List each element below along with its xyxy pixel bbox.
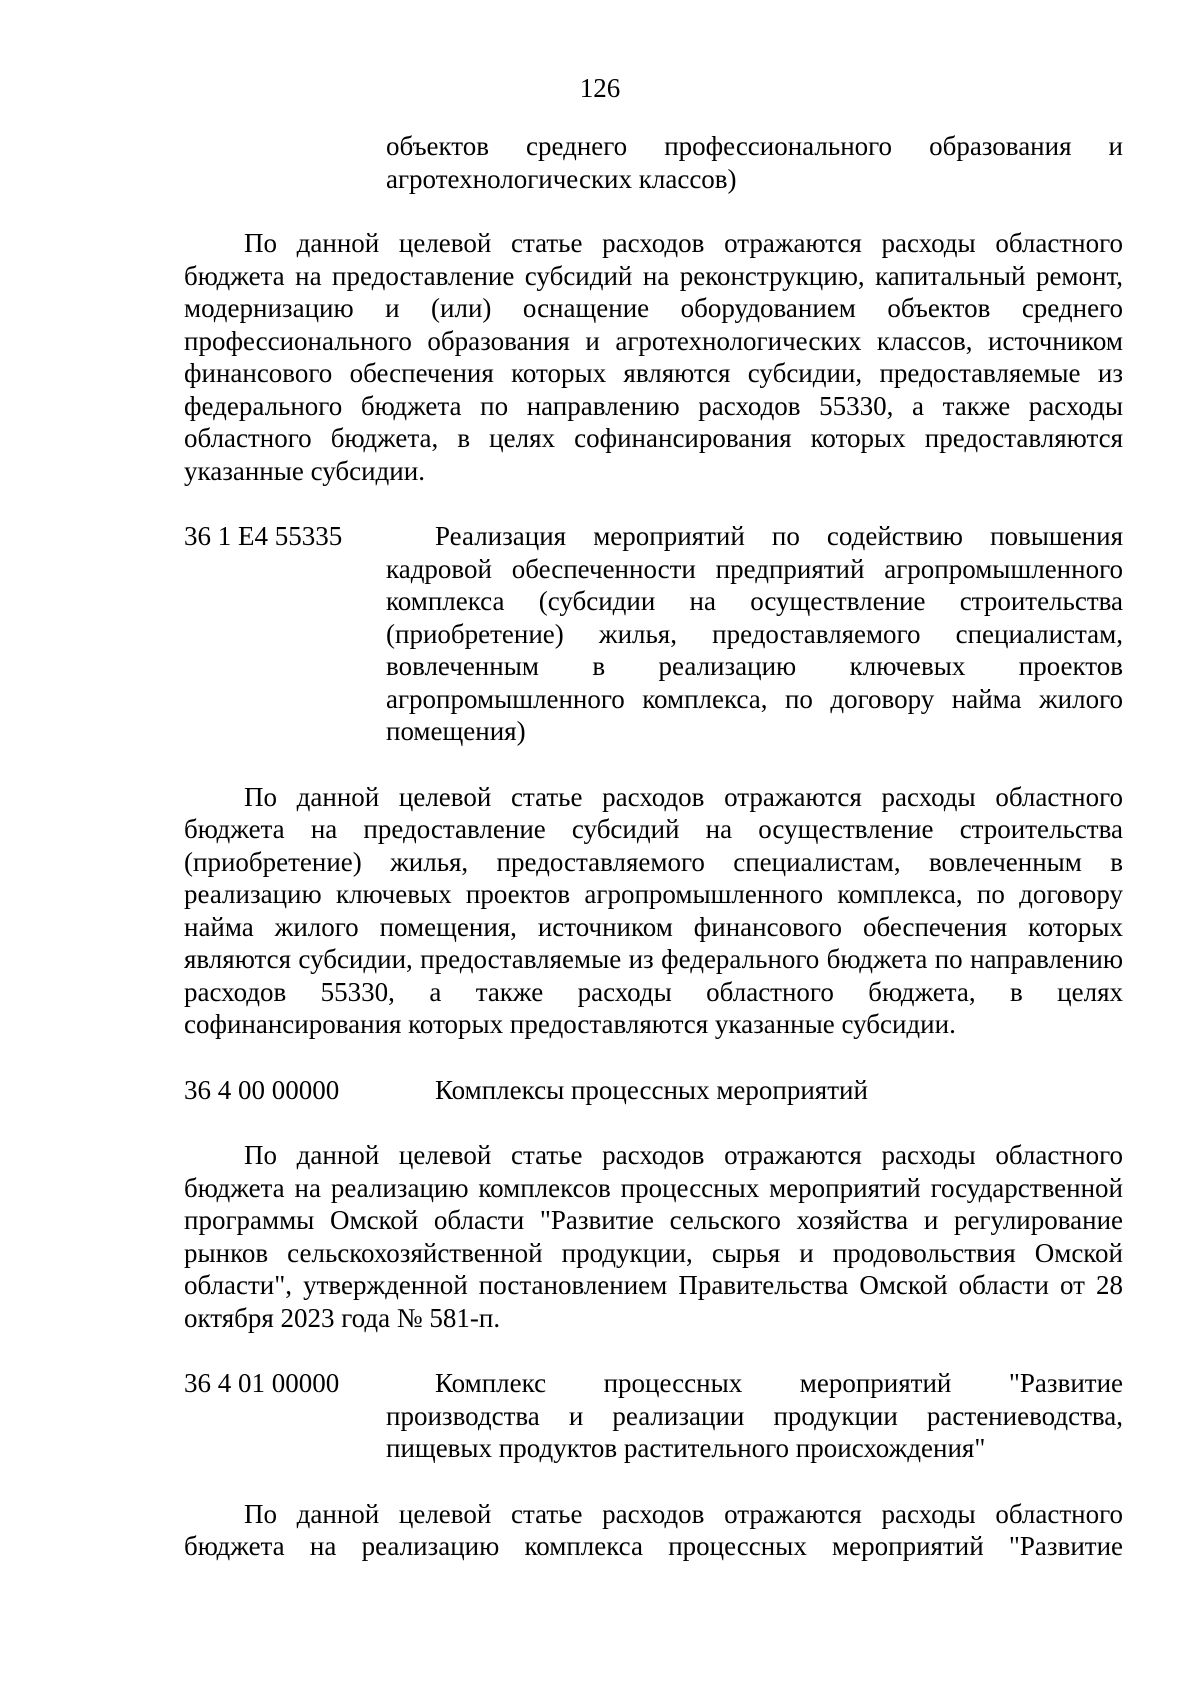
budget-entry-title: Комплексы процессных мероприятий	[435, 1074, 868, 1105]
budget-code-entry	[184, 1367, 1123, 1465]
body-paragraph: По данной целевой статье расходов отражаются расходы областного бюджета на реализацию комплекса процессных мероприятий "Развитие	[184, 1498, 1123, 1561]
budget-code: 36 1 Е4 55335	[184, 521, 343, 551]
budget-code: 36 4 00 00000	[184, 1074, 340, 1105]
body-paragraph: По данной целевой статье расходов отражаются расходы областного бюджета на предоставление субсидий на осуществление строительства (приобретение) жилья, предоставляемого специалистам, вовлеченным в реализацию ключевых проектов агропромышленного комплекса, по договору найма жилого помещения, источником финансового обеспечения которых являются субсидии, предоставляемые из федерального бюджета по направлению расходов 55330, а также расходы областного бюджета, в целях софинансирования которых предоставляются указанные субсидии.	[184, 781, 1123, 1039]
body-paragraph: По данной целевой статье расходов отражаются расходы областного бюджета на предоставление субсидий на реконструкцию, капитальный ремонт, модернизацию и (или) оснащение оборудованием объектов среднего профессионального образования и агротехнологических классов, источником финансового обеспечения которых являются субсидии, предоставляемые из федерального бюджета по направлению расходов 55330, а также расходы областного бюджета, в целях софинансирования которых предоставляются указанные субсидии.	[184, 228, 1123, 486]
budget-entry-title: Реализация мероприятий по содействию повышения кадровой обеспеченности предприятий агропромышленного комплекса (субсидии на осуществление строительства (приобретение) жилья, предоставляемого специалистам, вовлеченным в реализацию ключевых проектов агропромышленного комплекса, по договору найма жилого помещения)	[386, 521, 1123, 746]
budget-code-entry	[184, 1074, 1123, 1107]
continued-entry-title: объектов среднего профессионального образования и агротехнологических классов)	[386, 131, 1123, 194]
budget-code: 36 4 01 00000	[184, 1368, 340, 1398]
body-paragraph: По данной целевой статье расходов отражаются расходы областного бюджета на реализацию комплексов процессных мероприятий государственной программы Омской области "Развитие сельского хозяйства и регулирование рынков сельскохозяйственной продукции, сырья и продовольствия Омской области", утвержденной постановлением Правительства Омской области от 28 октября 2023 года № 581-п.	[184, 1140, 1123, 1333]
page-content	[184, 130, 1123, 1563]
budget-entry-title: Комплекс процессных мероприятий "Развитие производства и реализации продукции растениеводства, пищевых продуктов растительного происхождения"	[386, 1368, 1123, 1463]
page-number: 126	[579, 73, 621, 103]
budget-code-entry	[184, 520, 1123, 748]
